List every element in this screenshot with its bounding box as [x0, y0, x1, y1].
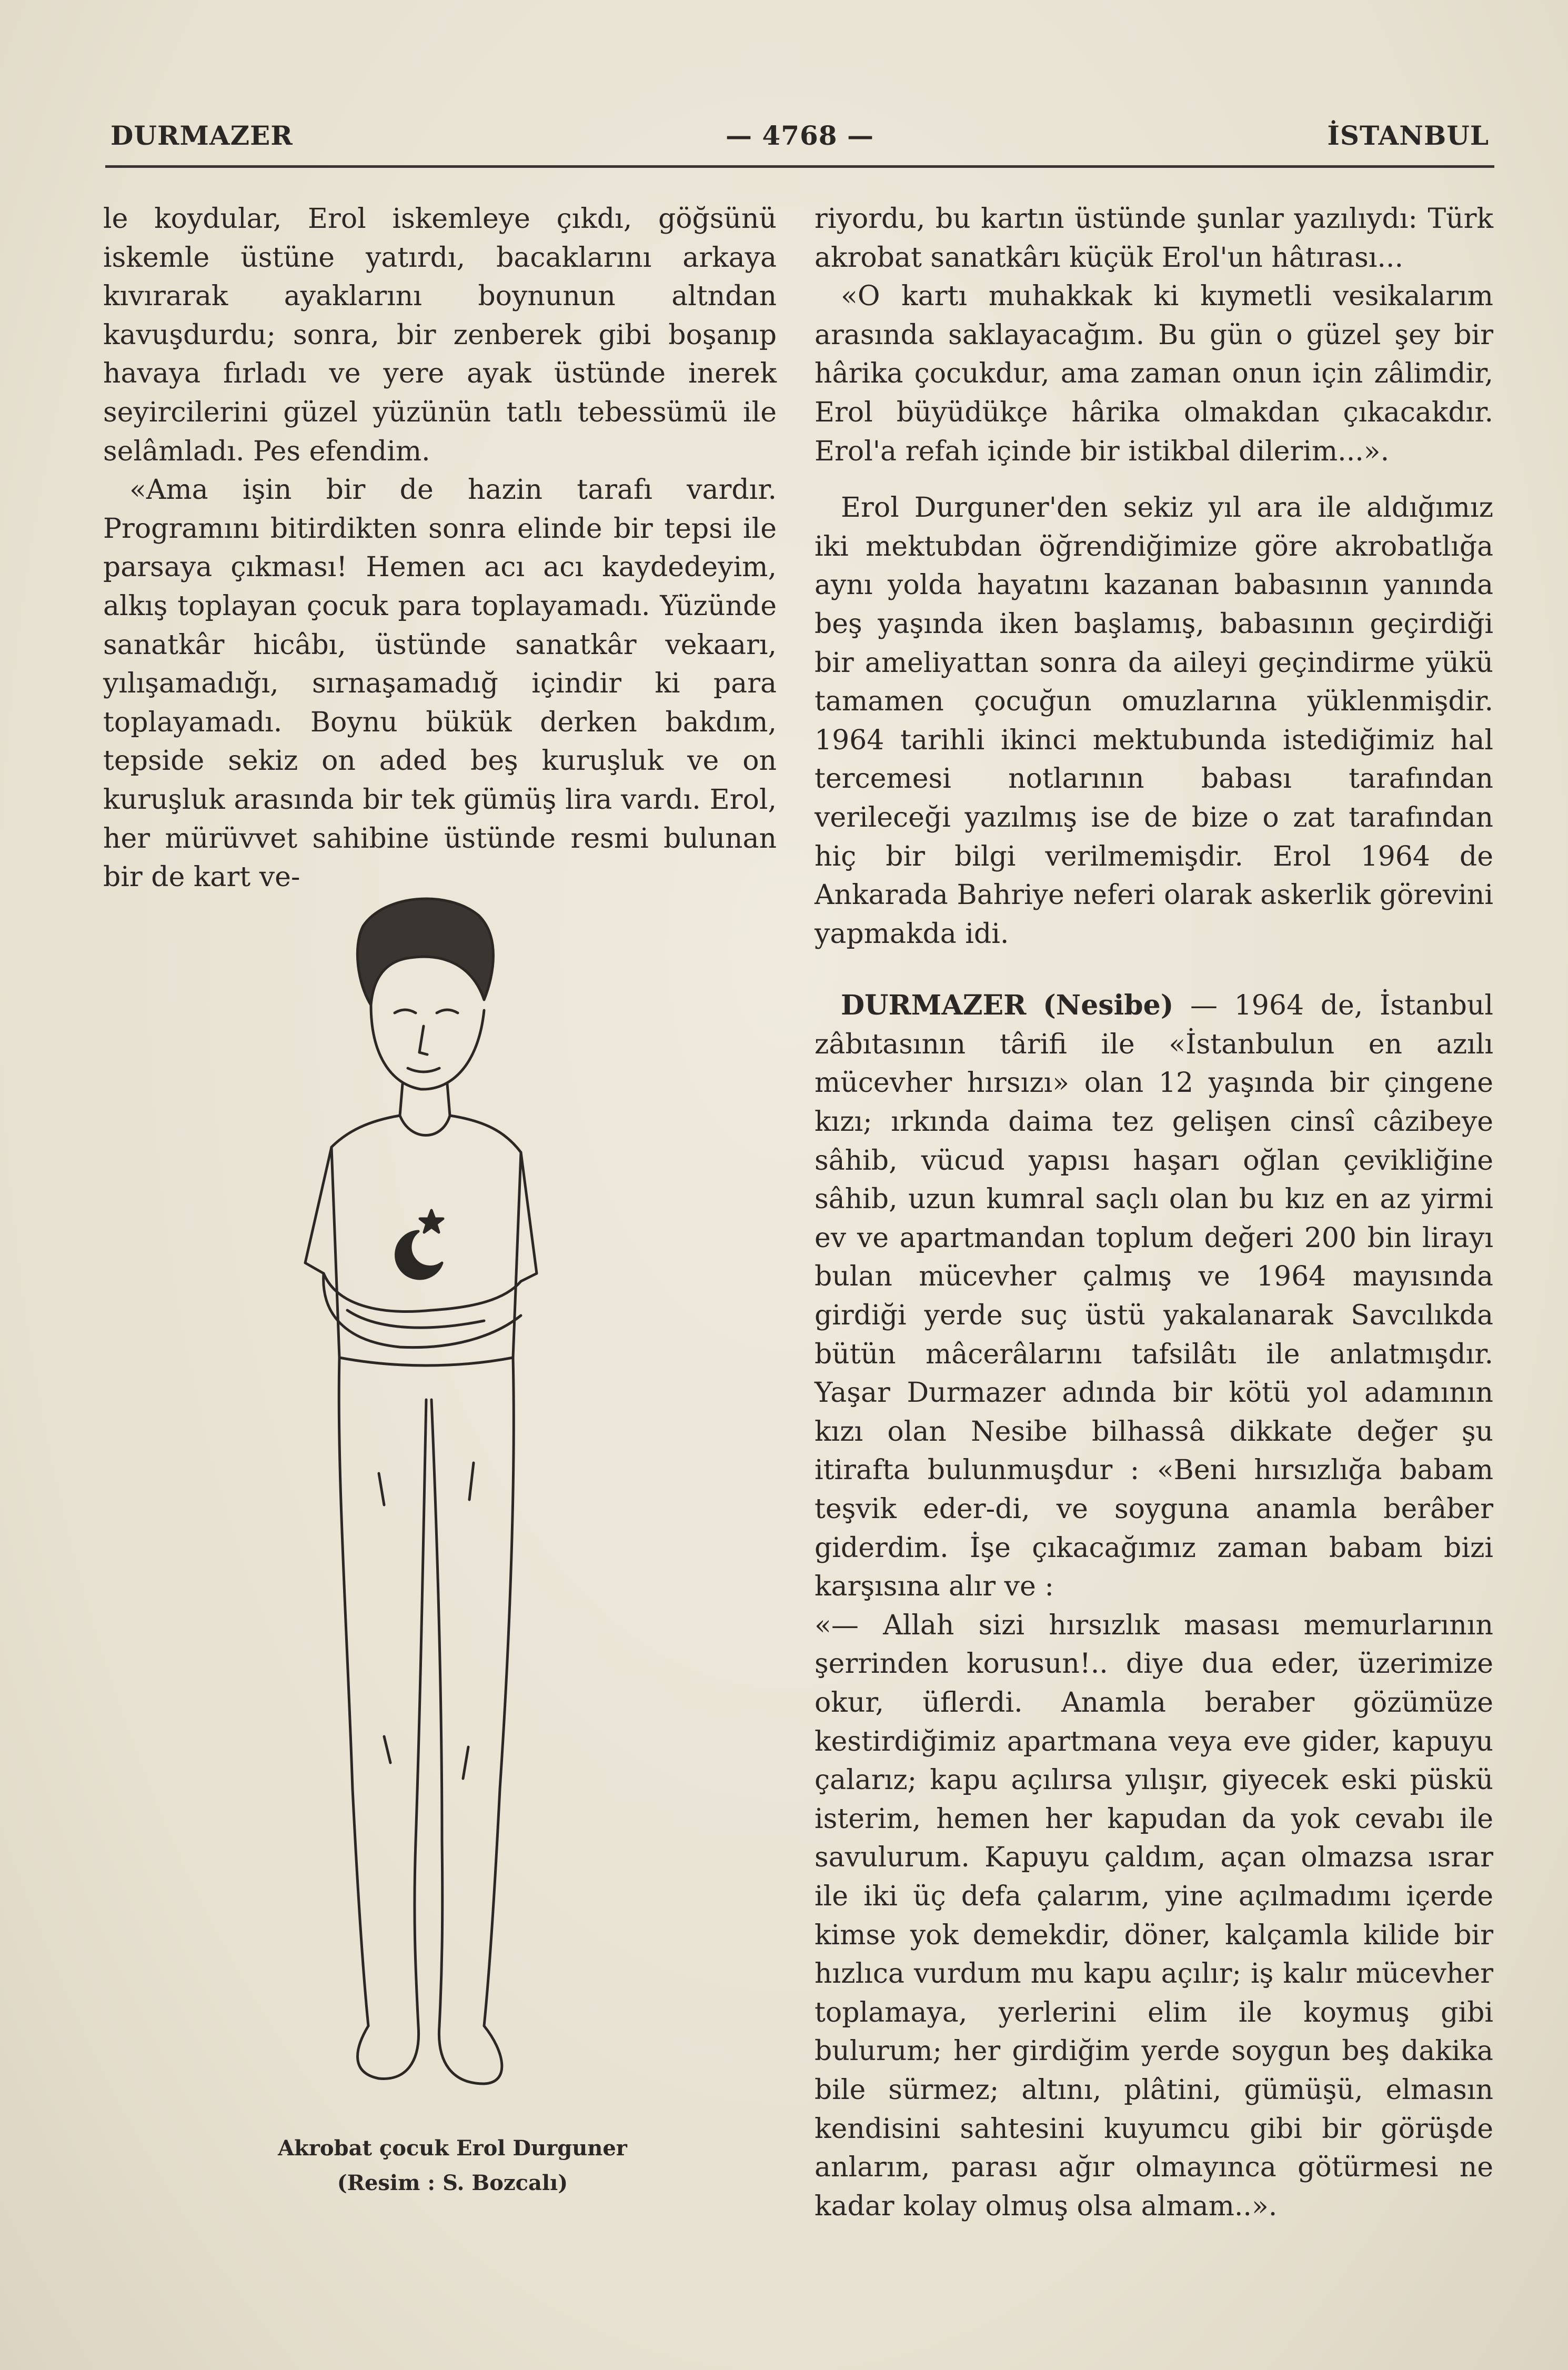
header-left-title: DURMAZER — [110, 120, 293, 151]
left-column — [103, 200, 777, 897]
caption-credit: (Resim : S. Bozcalı) — [337, 2171, 568, 2195]
page-header — [110, 120, 1489, 157]
acrobat-boy-illustration — [274, 895, 610, 2131]
figure-caption — [189, 2131, 716, 2201]
left-paragraph-1: le koydular, Erol iskemleye çıkdı, göğsünü iskemle üstüne yatırdı, bacaklarını arkaya kıvırarak ayaklarını boynunun altndan kavuşdurdu; sonra, bir zenberek gibi boşanıp havaya fırladı ve yere ayak üstünde inerek seyircilerini güzel yüzünün tatlı tebessümü ile selâmladı. Pes efendim. — [103, 203, 777, 467]
entry-paragraph — [815, 986, 1493, 1606]
right-paragraph-2: «O kartı muhakkak ki kıymetli vesikalarım arasında saklayacağım. Bu gün o güzel şey bir hârika çocukdur, ama zaman onun için zâlimdir, Erol büyüdükçe hârika olmakdan çıkacakdır. Erol'a refah içinde bir istikbal dilerim...». — [815, 280, 1493, 467]
right-paragraph-3: Erol Durguner'den sekiz yıl ara ile aldığımız iki mektubdan öğrendiğimize göre akrobatlığa aynı yolda hayatını kazanan babasının yanında beş yaşında iken başlamış, babasının geçirdiği bir ameliyattan sonra da aileyi geçindirme yükü tamamen çocuğun omuzlarına yüklenmişdir. 1964 tarihli ikinci mektubunda istediğimiz hal tercemesi notlarının babası tarafından verileceği yazılmış ise de bize o zat tarafından hiç bir bilgi verilmemişdir. Erol 1964 de Ankarada Bahriye neferi olarak askerlik görevini yapmakda idi. — [815, 492, 1493, 950]
left-paragraph-2: «Ama işin bir de hazin tarafı vardır. Programını bitirdikten sonra elinde bir tepsi ile parsaya çıkması! Hemen acı acı kaydedeyim, alkış toplayan çocuk para toplayamadı. Yüzünde sanatkâr hicâbı, üstünde sanatkâr vekaarı, yılışamadığı, sırnaşamadığ içindir ki para toplayamadı. Boynu bükük derken bakdım, tepside sekiz on aded beş kuruşluk ve on kuruşluk arasında bir tek gümüş lira vardı. Erol, her mürüvvet sahibine üstünde resmi bulunan bir de kart ve- — [103, 474, 777, 893]
entry-text: — 1964 de, İstanbul zâbıtasının târifi ile «İstanbulun en azılı mücevher hırsızı» olan 12 yaşında bir çingene kızı; ırkında daima tez gelişen cinsî câzibeye sâhib, vücud yapısı haşarı oğlan çevikliğine sâhib, uzun kumral saçlı olan bu kız en az yirmi ev ve apartmandan toplum değeri 200 bin lirayı bulan mücevher çalmış ve 1964 mayısında girdiği yerde suç üstü yakalanarak Savcılıkda bütün mâcerâlarını tafsilâtı ile anlatmışdır. Yaşar Durmazer adında bir kötü yol adamının kızı olan Nesibe bilhassâ dikkate değer şu itirafta bulunmuşdur : «Beni hırsızlığa babam teşvik eder-di, ve soyguna anamla berâber giderdim. İşe çıkacağımız zaman babam bizi karşısına alır ve : — [815, 990, 1494, 1603]
entry-title: DURMAZER — [841, 989, 1027, 1022]
header-rule — [105, 165, 1494, 168]
caption-title: Akrobat çocuk Erol Durguner — [278, 2136, 627, 2161]
header-right-title: İSTANBUL — [1327, 120, 1489, 151]
entry-subtitle: (Nesibe) — [1043, 989, 1174, 1022]
right-column — [815, 200, 1493, 2226]
right-paragraph-5: «— Allah sizi hırsızlık masası memurlarının şerrinden korusun!.. diye dua eder, üzerimize okur, üflerdi. Anamla beraber gözümüze kestirdiğimiz apartmana veya eve gider, kapuyu çalarız; kapu açılırsa yılışır, giyecek eski püskü isterim, hemen her kapudan da yok cevabı ile savulurum. Kapuyu çaldım, açan olmazsa ısrar ile iki üç defa çalarım, yine açılmadımı içerde kimse yok demekdir, döner, kalçamla kilide bir hızlıca vurdum mu kapu açılır; iş kalır mücevher toplamaya, yerlerini elim ile koymuş gibi bulurum; her girdiğim yerde soygun beş dakika bile sürmez; altını, plâtini, gümüşü, elmasın kendisini sahtesini kuyumcu gibi bir görüşde anlarım, parası ağır olmayınca götürmesi ne kadar kolay olmuş olsa almam..». — [815, 1609, 1493, 2222]
right-paragraph-1: riyordu, bu kartın üstünde şunlar yazılıydı: Türk akrobat sanatkârı küçük Erol'un hâtırası... — [815, 203, 1493, 274]
page-number: — 4768 — — [726, 120, 874, 151]
